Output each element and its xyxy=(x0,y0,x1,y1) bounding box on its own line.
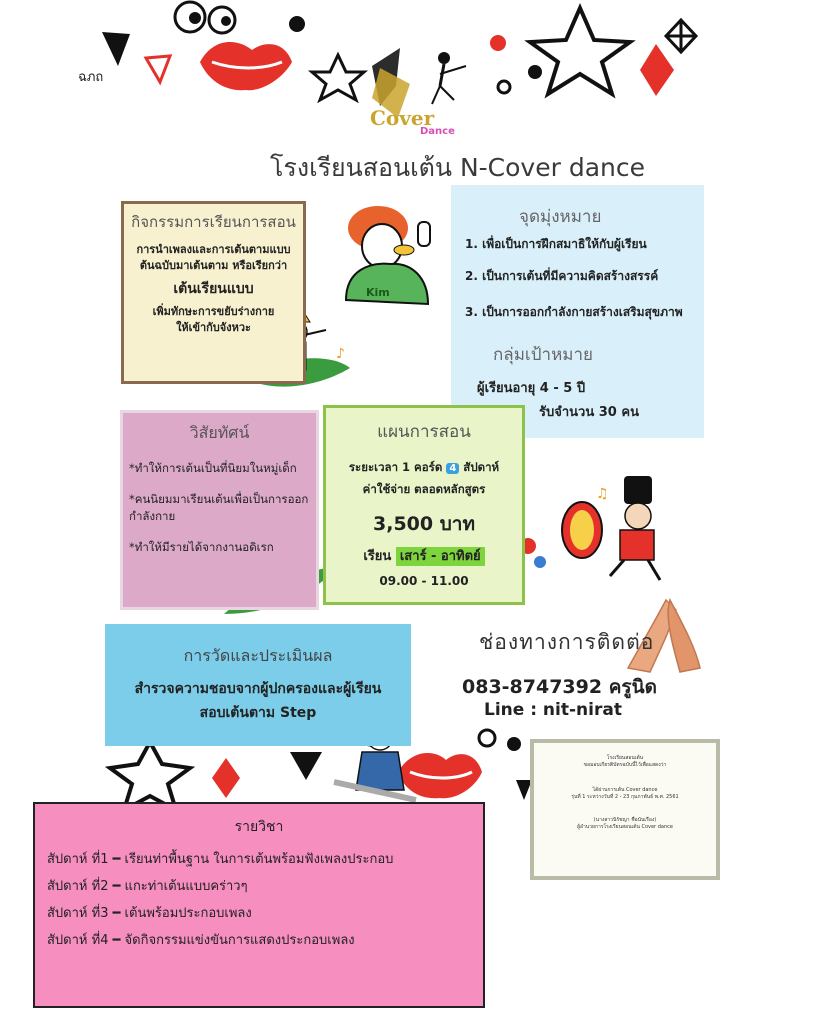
certificate-line: (นางสาวนิรัชญา ชื่อนันเรือง) xyxy=(593,817,657,823)
certificate-line: โรงเรียนสอนเต้น xyxy=(606,755,644,761)
activities-box xyxy=(121,201,306,384)
ring-icon xyxy=(498,81,510,93)
certificate-image xyxy=(530,739,720,880)
kim-shirt-label: Kim xyxy=(366,286,390,299)
objective-item: 3. เป็นการออกกำลังกายสร้างเสริมสุขภาพ xyxy=(465,305,683,319)
diamond-icon xyxy=(666,20,696,52)
red-diamond-icon xyxy=(640,44,674,96)
black-triangle-icon xyxy=(290,752,322,780)
curriculum-week: สัปดาห์ ที่4 ━ จัดกิจกรรมแข่งขันการแสดงประกอบเพลง xyxy=(47,933,355,948)
plan-cost-line: ค่าใช้จ่าย ตลอดหลักสูตร xyxy=(362,482,486,496)
vision-item: *คนนิยมมาเรียนเต้นเพื่อเป็นการออกกำลังกาย xyxy=(129,492,309,523)
lips-icon xyxy=(398,753,482,798)
evaluation-box xyxy=(105,624,411,746)
plan-days xyxy=(332,545,516,566)
activities-highlight: เต้นเรียนแบบ xyxy=(173,281,254,297)
plan-days-value: เสาร์ - อาทิตย์ xyxy=(396,547,485,566)
dot-icon xyxy=(289,16,305,32)
certificate-line: ได้ผ่านการเต้น Cover dance xyxy=(592,787,658,793)
objectives-title: จุดมุ่งหมาย xyxy=(519,207,602,227)
cover-dance-logo xyxy=(350,28,480,143)
plan-duration-number: 4 xyxy=(446,463,459,474)
star-icon xyxy=(530,8,630,94)
contact-line-id: Line : nit-nirat xyxy=(484,700,622,720)
curriculum-box xyxy=(33,802,485,1008)
plan-duration xyxy=(332,457,516,479)
contact-phone: 083-8747392 ครูนิด xyxy=(462,676,657,698)
eye-pupil xyxy=(189,12,201,24)
curriculum-week: สัปดาห์ ที่1 ━ เรียนท่าพื้นฐาน ในการเต้นพร้อมฟังเพลงประกอบ xyxy=(47,852,394,867)
objective-item: 1. เพื่อเป็นการฝึกสมาธิให้กับผู้เรียน xyxy=(465,237,647,251)
plan-price: 3,500 บาท xyxy=(373,513,475,535)
objectives-box xyxy=(451,185,704,438)
target-group-title: กลุ่มเป้าหมาย xyxy=(493,345,593,365)
red-triangle-icon xyxy=(146,56,170,82)
certificate-line: ขอมอบเกียรติบัตรฉบับนี้ไว้เพื่อแสดงว่า xyxy=(583,762,667,768)
evaluation-line: สอบเต้นตาม Step xyxy=(199,705,317,721)
contact-title: ช่องทางการติดต่อ xyxy=(479,630,655,654)
drummer-illustration xyxy=(562,476,660,580)
red-diamond-icon xyxy=(212,758,240,798)
scrap-text: ฉภถ xyxy=(78,70,104,85)
black-triangle-icon xyxy=(102,32,130,66)
dot-icon xyxy=(490,35,506,51)
music-note-icon: ♫ xyxy=(596,486,609,502)
activities-line: เพิ่มทักษะการขยับร่างกาย xyxy=(152,305,275,318)
plan-duration-prefix: ระยะเวลา 1 คอร์ด xyxy=(348,460,443,474)
certificate-line: รุ่นที่ 1 ระหว่างวันที่ 2 - 23 กุมภาพันธ์ พ.ศ. 2561 xyxy=(571,794,679,800)
curriculum-title: รายวิชา xyxy=(234,819,284,835)
logo-dance-text: Dance xyxy=(420,126,455,137)
school-title: โรงเรียนสอนเต้น N-Cover dance xyxy=(270,153,645,182)
activities-line: ให้เข้ากับจังหวะ xyxy=(176,321,251,334)
plan-days-label: เรียน xyxy=(363,549,392,564)
activities-line: ต้นฉบับมาเต้นตาม หรือเรียกว่า xyxy=(139,259,288,272)
certificate-line: ผู้อำนวยการโรงเรียนสอนเต้น Cover dance xyxy=(577,824,673,830)
music-note-icon: ♪ xyxy=(336,346,345,362)
vision-title: วิสัยทัศน์ xyxy=(189,423,250,442)
lips-icon xyxy=(200,42,292,90)
activities-line: การนำเพลงและการเต้นตามแบบ xyxy=(136,243,291,256)
logo-cover-text: Cover xyxy=(370,106,435,130)
eye-pupil xyxy=(221,16,231,26)
evaluation-line: สำรวจความชอบจากผู้ปกครองและผู้เรียน xyxy=(134,681,382,697)
objective-item: 2. เป็นการเต้นที่มีความคิดสร้างสรรค์ xyxy=(465,269,659,283)
dot-icon xyxy=(528,65,542,79)
curriculum-week: สัปดาห์ ที่2 ━ แกะท่าเต้นแบบคร่าวๆ xyxy=(47,879,248,894)
plan-duration-suffix: สัปดาห์ xyxy=(463,460,500,474)
evaluation-title: การวัดและประเมินผล xyxy=(183,646,333,665)
star-icon xyxy=(110,742,190,810)
teaching-plan-box xyxy=(323,405,525,605)
dot-icon xyxy=(507,737,521,751)
vision-item: *ทำให้การเต้นเป็นที่นิยมในหมู่เด็ก xyxy=(129,461,297,475)
ring-icon xyxy=(479,730,495,746)
plan-time: 09.00 - 11.00 xyxy=(379,574,469,588)
plan-title: แผนการสอน xyxy=(377,422,471,442)
vision-box xyxy=(120,410,319,610)
target-age: ผู้เรียนอายุ 4 - 5 ปี xyxy=(477,381,586,396)
activities-title: กิจกรรมการเรียนการสอน xyxy=(131,213,296,231)
target-count: รับจำนวน 30 คน xyxy=(539,405,639,420)
curriculum-week: สัปดาห์ ที่3 ━ เต้นพร้อมประกอบเพลง xyxy=(47,906,252,921)
vision-item: *ทำให้มีรายได้จากงานอดิเรก xyxy=(129,540,274,554)
